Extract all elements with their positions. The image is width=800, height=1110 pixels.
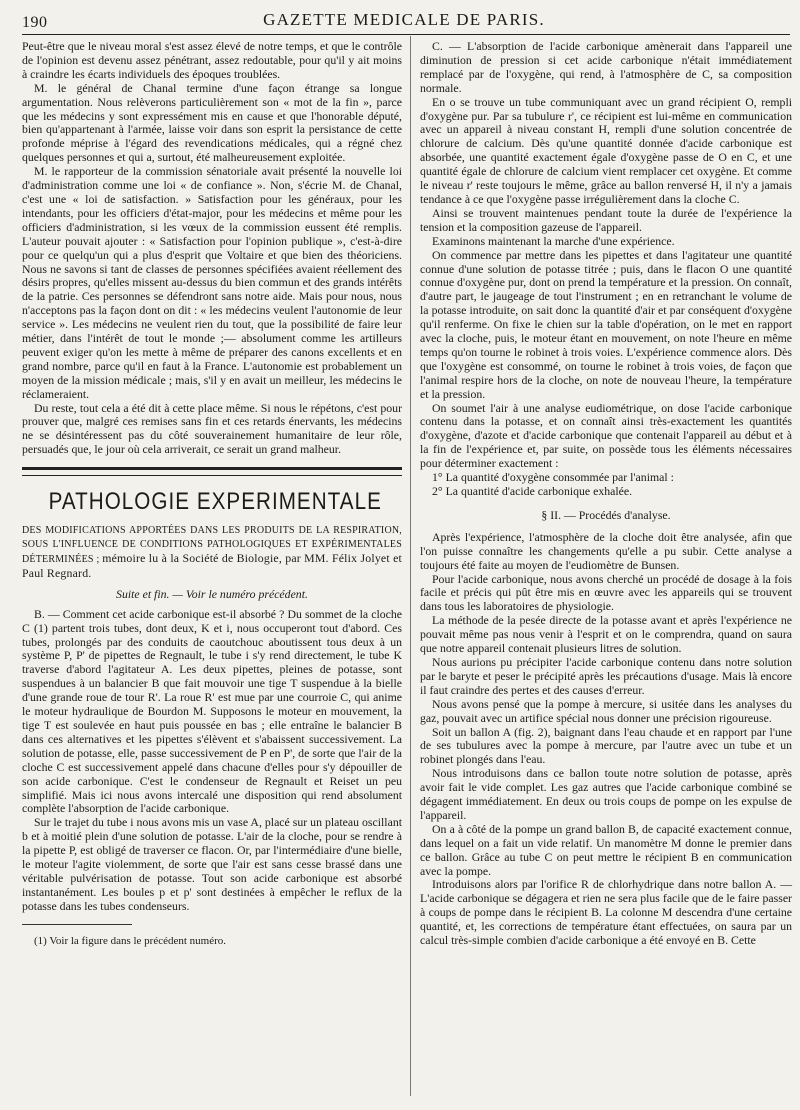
- paragraph: Du reste, tout cela a été dit à cette place même. Si nous le répétons, c'est pour prouver que, malgré ces remises sans fin et ces retards énervants, les médecins ne se désintéressent pas du côté souverainement humanitaire de leur rôle, persuadés que, le jour où cela arriverait, ce serait un grand malheur.: [22, 400, 402, 457]
- article-subtitle-byline: mémoire lu à la Société de Biologie, par MM. Félix Jolyet et Paul Regnard.: [22, 551, 402, 580]
- right-column: [420, 40, 792, 948]
- section-title: PATHOLOGIE EXPERIMENTALE: [48, 488, 382, 516]
- paragraph: C. — L'absorption de l'acide carbonique amènerait dans l'appareil une diminution de pression si cet acide carbonique n'était immédiatement remplacé par de l'oxygène, qui rend, à l'atmosphère de C, sa composition normale.: [420, 39, 792, 95]
- paragraph: M. le général de Chanal termine d'une façon étrange sa longue argumentation. Nous relèverons particulièrement son « mot de la fin », parce que les médecins y sont expressément mis en cause et que l'honorable député, bien qu'appartenant à l'armée, laisse voir dans son esprit la persistance de cette profonde méprise à l'égard des revendications médicales, qui a régné chez quelques personnes et qui a, surtout, été malheureusement exploitée.: [22, 80, 402, 165]
- paragraph: Examinons maintenant la marche d'une expérience.: [432, 233, 675, 248]
- paragraph: Pour l'acide carbonique, nous avons cherché un procédé de dosage à la fois facile et précis qui pût être mis en œuvre avec les appareils qui se trouvent dans tous les laboratoires de physiologie.: [420, 571, 792, 614]
- article-subtitle-main: DES MODIFICATIONS APPORTÉES DANS LES PRODUITS DE LA RESPIRATION, SOUS L'INFLUENCE DE CONDITIONS PATHOLOGIQUES ET EXPÉRIMENTALES DÉTERMINÉES ;: [22, 525, 402, 565]
- paragraph: En o se trouve un tube communiquant avec un grand récipient O, rempli d'oxygène pur. Par sa tubulure r', ce récipient est lui-même en communication avec un appareil à niveau constant H, rempli d'une solution concentrée de chlorure de calcium. Dès qu'une quantité donnée d'acide carbonique est absorbée, une quantité exactement égale d'oxygène passe de O en C, et une quantité égale de chlorure de calcium vient remplacer cet oxygène. Et comme le niveau r' reste toujours le même, grâce au ballon renversé H, il n'y a jamais tendance à ce que l'oxygène passe irrégulièrement dans la cloche C.: [420, 94, 792, 206]
- paragraph: Soit un ballon A (fig. 2), baignant dans l'eau chaude et en rapport par l'une de ses tubulures avec la pompe à mercure, par l'autre avec un tube et un robinet plongés dans l'eau.: [420, 724, 792, 767]
- list-item: 1° La quantité d'oxygène consommée par l'animal :: [432, 470, 674, 485]
- paragraph: Peut-être que le niveau moral s'est assez élevé de notre temps, et que le contrôle de l'opinion est devenu assez pénétrant, assez redoutable, pour qu'il y ait moins à craindre les écarts individuels des époques troublées.: [22, 39, 402, 81]
- paragraph: Nous aurions pu précipiter l'acide carbonique contenu dans notre solution par le baryte et peser le précipité après les précautions d'usage. Mais là encore il faut craindre des pertes et des causes d'erreur.: [420, 654, 792, 697]
- page-header: [22, 6, 786, 32]
- footnote: (1) Voir la figure dans le précédent numéro.: [34, 934, 227, 947]
- paragraph: On a à côté de la pompe un grand ballon B, de capacité exactement connue, dans lequel on a fait un vide relatif. Un manomètre M donne le premier dans ce ballon. Grâce au tube C on peut mettre le récipient B en communication avec la pompe.: [420, 821, 792, 878]
- paragraph: B. — Comment cet acide carbonique est-il absorbé ? Du sommet de la cloche C (1) partent trois tubes, dont deux, K et i, nous occuperont tout d'abord. Ces tubes, prolongés par des conduits de caoutchouc aboutissent tous deux à un système P, P' de pipettes de Regnault, le tube i s'y rend directement, le tube K traverse d'abord l'agitateur A. Les deux pipettes, pleines de potasse, sont suspendues à un balancier B que fait mouvoir une tige T suspendue à la bielle d'une grande roue de tour R'. La roue R' est mue par une courroie C, qui anime le moteur hydraulique de Bourdon M. Supposons le moteur en mouvement, la tige T est soulevée en haut puis poussée en bas ; elle entraîne le balancier B dans ces alternatives et les pipettes s'élèvent et s'abaissent successivement. La solution de potasse, elle, passe successivement de P en P', de sorte que l'air de la cloche C est successivement appelé dans chacune d'elles pour s'y dépouiller de son acide carbonique. C'est le condenseur de Regnault et Reiset un peu simplifié. Mais ici nous avons intercalé une disposition qui rend absolument complète l'absorption de l'acide carbonique.: [22, 606, 402, 816]
- paragraph: On commence par mettre dans les pipettes et dans l'agitateur une quantité connue d'une solution de potasse titrée ; puis, dans le flacon O une quantité connue d'oxygène pur, dont on prend la température et la pression. On connaît, d'autre part, le jaugeage de tout l'instrument ; en en retranchant le volume de la potasse introduite, on sait donc la quantité d'air et par conséquent d'oxygène qu'il renferme. On fixe le chien sur la table d'opération, on le met en rapport avec la cloche, puis, le moteur étant en mouvement, on note l'heure en même temps qu'on tourne le robinet à trois voies. L'expérience commence alors. Dès que l'oxygène est consommé, on tourne le robinet à trois voies, de façon que l'animal respire hors de la cloche, on note de nouveau l'heure, la température et la pression.: [420, 247, 792, 401]
- paragraph: Sur le trajet du tube i nous avons mis un vase A, placé sur un plateau oscillant b et à moitié plein d'une solution de potasse. L'air de la cloche, pour se rendre à la pipette P, est obligé de traverser ce flacon. Or, par l'intermédiaire d'une bielle, le moteur l'agite violemment, de sorte que l'air est sans cesse brassé dans une véritable pulvérisation de potasse. Tout son acide carbonique est absorbé instantanément. Les boules p et p' sont destinées à empêcher le reflux de la potasse dans les tubes condenseurs.: [22, 815, 402, 913]
- page-number: 190: [22, 14, 48, 31]
- subsection-heading: § II. — Procédés d'analyse.: [541, 507, 671, 522]
- paragraph: Ainsi se trouvent maintenues pendant toute la durée de l'expérience la tension et la composition gazeuse de l'appareil.: [420, 205, 792, 234]
- paragraph: M. le rapporteur de la commission sénatoriale avait présenté la nouvelle loi d'administration comme une loi « de confiance ». Non, s'écrie M. de Chanal, c'est une « loi de satisfaction. » Satisfaction pour les généraux, pour les intendants, pour les officiers d'état-major, pour les médecins et même pour les officiers d'administration, si les vœux de la commission eussent été remplis. L'auteur pouvait ajouter : « Satisfaction pour l'opinion publique », c'est-à-dire pour ce quelqu'un qui a plus d'esprit que Voltaire et que bien des théoriciens. Nous ne savons si tant de classes de personnes spécifiées avaient réellement des désirs propres, qu'elles missent au-dessus du bien commun et des grands intérêts de la patrie. Ces personnes se défendront sans notre aide. Mais pour nous, nous n'acceptons pas la façon dont on dit : « les médecins veulent l'autonomie de leur service ». Les médecins ne veulent rien du tout, que la possibilité de faire leur métier, dans l'intérêt de tout le monde ;— absolument comme les artilleurs peuvent exiger qu'on les mette à même de préparer des canons excellents et en grand nombre, parce qu'il en faut à la France. L'autonomie est probablement un moyen de la mission médicale ; mais, s'il y en avait un meilleur, les médecins le réclameraient.: [22, 164, 402, 401]
- paragraph: On soumet l'air à une analyse eudiométrique, on dose l'acide carbonique contenu dans la potasse, et on connaît ainsi très-exactement les quantités d'oxygène, d'azote et d'acide carbonique que contenait l'appareil au début et à la fin de l'expérience et, par suite, on possède tous les éléments nécessaires pour déterminer exactement :: [420, 400, 792, 471]
- header-rule: [22, 34, 790, 35]
- column-divider: [410, 36, 411, 1096]
- article-subtitle: [22, 524, 402, 582]
- footnote-rule: [22, 924, 132, 925]
- paragraph: Introduisons alors par l'orifice R de chlorhydrique dans notre ballon A. — L'acide carbonique se dégagera et rien ne sera plus facile que de le faire passer à coups de pompe dans le récipient B. La colonne M descendra d'une certaine quantité, et, les corrections de température étant effectuées, on saura par un calcul très-simple combien d'acide carbonique a été envoyé en B. Cette: [420, 877, 792, 948]
- left-column: [22, 40, 402, 949]
- paragraph: La méthode de la pesée directe de la potasse avant et après l'expérience ne pouvait même pas nous venir à l'esprit et on le comprendra, quand on saura que notre appareil contenait plusieurs litres de solution.: [420, 613, 792, 656]
- paragraph: Après l'expérience, l'atmosphère de la cloche doit être analysée, afin que l'on puisse connaître les changements qu'elle a pu subir. Cette analyse a toujours été faite au moyen de l'eudiomètre de Bunsen.: [420, 529, 792, 572]
- paragraph: Nous introduisons dans ce ballon toute notre solution de potasse, après avoir fait le vide complet. Les gaz autres que l'acide carbonique combiné se dégagent immédiatement. En deux ou trois coups de pompe on les expulse de l'appareil.: [420, 766, 792, 822]
- list-item: 2° La quantité d'acide carbonique exhalée.: [432, 484, 633, 498]
- publication-title: GAZETTE MEDICALE DE PARIS.: [263, 10, 545, 29]
- section-divider: [22, 467, 402, 476]
- continuation-note: Suite et fin. — Voir le numéro précédent.: [116, 586, 308, 601]
- paragraph: Nous avons pensé que la pompe à mercure, si usitée dans les analyses du gaz, pouvait avec un artifice spécial nous donner une précision rigoureuse.: [420, 696, 792, 725]
